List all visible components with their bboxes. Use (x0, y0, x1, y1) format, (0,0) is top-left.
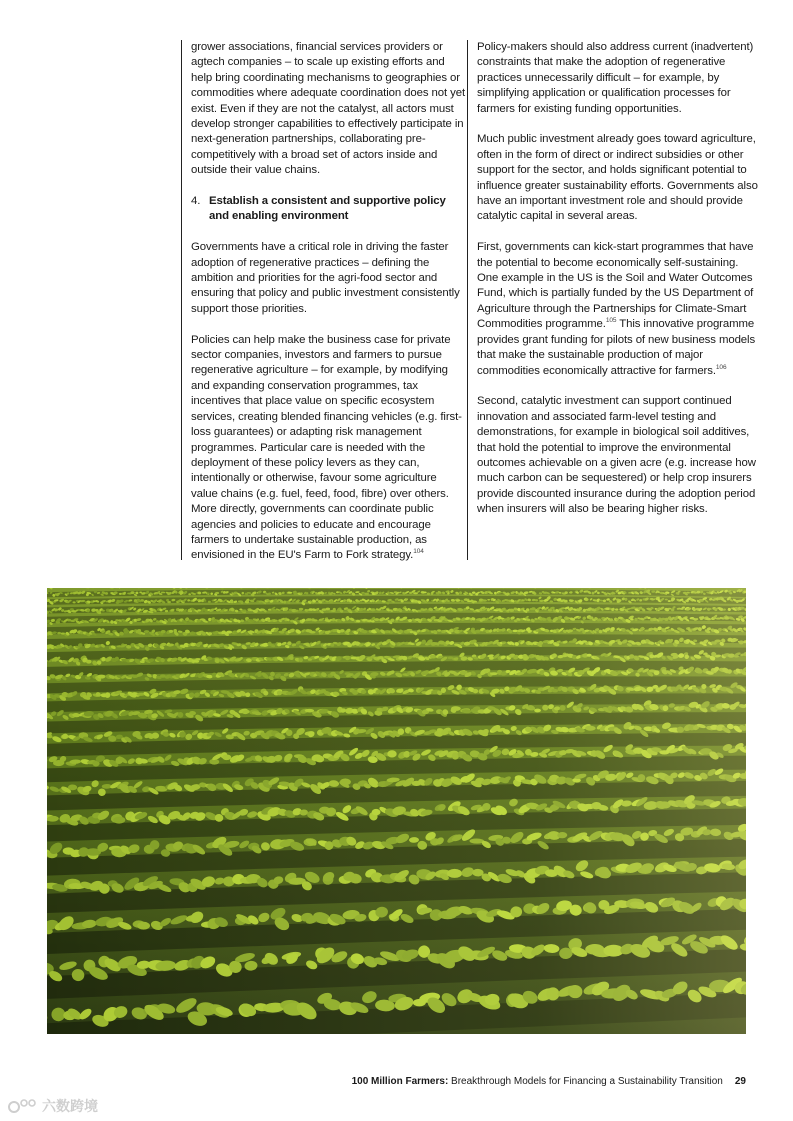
footer-title-bold: 100 Million Farmers: (351, 1076, 449, 1087)
crop-field-photo (47, 588, 746, 1034)
sunlight-overlay (47, 588, 746, 1034)
right-column (467, 40, 759, 560)
page-footer (352, 1076, 746, 1087)
right-paragraph-3b-text: This innovative programme provides grant funding for pilots of new business models that make the sustainable production of major commodities economically attractive for farmers. (477, 318, 756, 377)
watermark-logo-icon (8, 1098, 38, 1114)
left-paragraph-2: Governments have a critical role in driving the faster adoption of regenerative practices – defining the ambition and priorities for the agri-food sector and ensuring that policy and public investment consistently support those priorities. (191, 241, 460, 315)
left-paragraph-1: grower associations, financial services providers or agtech companies – to scale up existing efforts and help bring coordinating mechanisms to geographies or commodities where adequate coordination does not yet exist. Even if they are not the catalyst, all actors must develop stronger capabilities to effectively participate in next-generation partnerships, collaborating pre-competitively with a broad set of actors inside and outside their value chains. (191, 41, 466, 177)
footnote-ref-105[interactable]: 105 (605, 317, 617, 325)
left-paragraph-3-text: Policies can help make the business case for private sector companies, investors and farmers to pursue regenerative agriculture – for example, by modifying and expanding conservation programmes, tax incentives that place value on specific ecosystem services, creating blended financing vehicles (e.g. first-loss guarantees) or adapting risk management programmes. Particular care is needed with the deployment of these policy levers as they can, intentionally or otherwise, favour some agriculture value chains (e.g. fuel, feed, food, fibre) over others. More directly, governments can coordinate public agencies and policies to educate and encourage farmers to undertake sustainable production, as envisioned in the EU's Farm to Fork strategy. (191, 333, 462, 562)
section-title: Establish a consistent and supportive policy and enabling environment (209, 195, 446, 223)
section-heading (191, 194, 466, 225)
footer-title: Breakthrough Models for Financing a Sustainability Transition (448, 1076, 723, 1087)
left-paragraph-3 (191, 333, 466, 564)
right-paragraph-4: Second, catalytic investment can support continued innovation and associated farm-level testing and demonstrations, for example in biological soil additives, that hold the potential to improve the environmental outcomes achievable on a given acre (e.g. increase how much carbon can be sequestered) or help crop insurers provide discounted insurance during the adoption period when insurers will also be bearing higher risks. (477, 395, 756, 516)
page-number: 29 (734, 1076, 746, 1087)
watermark (8, 1096, 98, 1116)
section-number: 4. (191, 195, 201, 208)
footnote-ref-106[interactable]: 106 (715, 363, 727, 371)
footnote-ref-104[interactable]: 104 (413, 548, 424, 556)
left-column (181, 40, 466, 560)
right-paragraph-3a-text: First, governments can kick-start programmes that have the potential to become economically self-sustaining. One example in the US is the Soil and Water Outcomes Fund, which is partially funded by the US Department of Agriculture through the Partnerships for Climate-Smart Commodities programme. (477, 241, 754, 331)
right-paragraph-2: Much public investment already goes toward agriculture, often in the form of direct or indirect subsidies or other support for the sector, and holds significant potential to influence greater sustainability efforts. Governments also have an important investment role and should provide catalytic capital in several areas. (477, 133, 758, 223)
right-paragraph-3 (477, 240, 759, 379)
watermark-text: 六数跨境 (42, 1098, 98, 1114)
right-paragraph-1: Policy-makers should also address current (inadvertent) constraints that make the adoption of regenerative practices unnecessarily difficult – for example, by simplifying application or qualification processes for farmers for existing funding opportunities. (477, 41, 754, 115)
crop-field-illustration (47, 588, 746, 1034)
